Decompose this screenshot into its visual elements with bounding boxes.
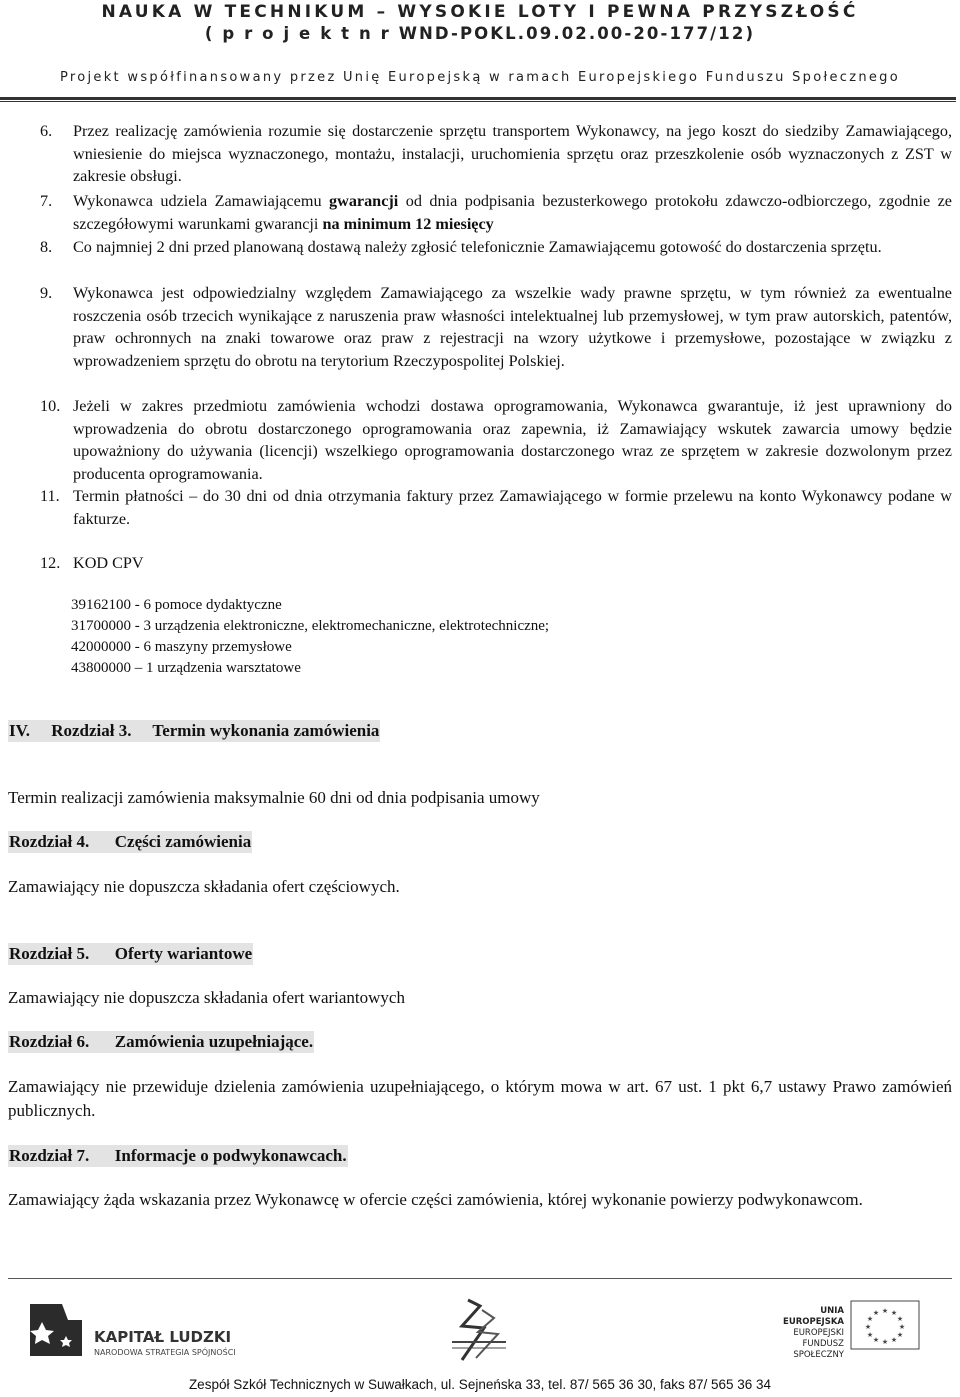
cofinancing-note: Projekt współfinansowany przez Unię Europejską w ramach Europejskiego Funduszu Społecznego bbox=[60, 70, 900, 85]
section-heading-5: Rozdział 5. Oferty wariantowe bbox=[9, 944, 253, 963]
list-item bbox=[40, 190, 952, 235]
project-number: ( p r o j e k t n r WND-POKL.09.02.00-20-177/12) bbox=[204, 24, 756, 43]
section-text-6: Zamawiający nie przewiduje dzielenia zamówienia uzupełniającego, o którym mowa w art. 67 ust. 1 pkt 6,7 ustawy Prawo zamówień publicznych. bbox=[8, 1077, 952, 1120]
svg-text:★: ★ bbox=[866, 1315, 874, 1323]
section-heading-6: Rozdział 6. Zamówienia uzupełniające. bbox=[9, 1032, 314, 1051]
list-item bbox=[40, 236, 952, 259]
cpv-code: 39162100 - 6 pomoce dydaktyczne bbox=[71, 597, 282, 613]
svg-text:★: ★ bbox=[896, 1315, 904, 1323]
item-text: KOD CPV bbox=[73, 554, 144, 572]
list-item bbox=[40, 120, 952, 188]
item-text: Wykonawca jest odpowiedzialny względem Zamawiającego za wszelkie wady prawne sprzętu, w tym również za ewentualne roszczenia osób trzecich wynikające z naruszenia praw własności intelektualnej lub przemysłowej, w tym praw autorskich, patentów, praw ochronnych na znaki towarowe oraz praw z rejestracji na wzory użytkowe i przemysłowe, pozostające w związku z wprowadzeniem sprzętu do obrotu na terytorium Rzeczypospolitej Polskiej. bbox=[73, 284, 952, 370]
school-emblem-logo bbox=[432, 1296, 522, 1366]
item-text: Przez realizację zamówienia rozumie się dostarczenie sprzętu transportem Wykonawcy, na jego koszt do siedziby Zamawiającego, wniesienie do miejsca wyznaczonego, montażu, instalacji, uruchomienia sprzętu oraz przeszkolenie osób wyznaczonych z ZST w zakresie obsługi. bbox=[73, 122, 952, 185]
svg-text:★: ★ bbox=[898, 1323, 906, 1331]
item-number: 7. bbox=[40, 192, 53, 210]
header-rule-thin bbox=[0, 101, 956, 102]
svg-text:★: ★ bbox=[896, 1331, 904, 1339]
svg-text:★: ★ bbox=[872, 1309, 880, 1317]
item-number: 8. bbox=[40, 238, 53, 256]
item-number: 9. bbox=[40, 284, 53, 302]
list-item bbox=[40, 395, 952, 485]
item-number: 10. bbox=[40, 397, 61, 415]
svg-text:★: ★ bbox=[881, 1338, 889, 1346]
svg-text:★: ★ bbox=[890, 1336, 898, 1344]
eu-line-1: UNIA EUROPEJSKA bbox=[783, 1306, 844, 1327]
item-text: Termin płatności – do 30 dni od dnia otrzymania faktury przez Zamawiającego w formie przelewu na konto Wykonawcy podane w fakturze. bbox=[73, 487, 952, 528]
item-text: Wykonawca udziela Zamawiającemu gwarancji od dnia podpisania bezusterkowego protokołu zdawczo-odbiorczego, zgodnie ze szczegółowymi warunkami gwarancji na minimum 12 miesięcy bbox=[73, 192, 952, 233]
kapital-ludzki-emblem-icon bbox=[22, 1300, 92, 1360]
list-item bbox=[40, 485, 952, 530]
kapital-ludzki-name: KAPITAŁ LUDZKI bbox=[94, 1328, 232, 1346]
section-heading-4: Rozdział 4. Części zamówienia bbox=[9, 832, 252, 851]
kapital-ludzki-subtitle: NARODOWA STRATEGIA SPÓJNOŚCI bbox=[94, 1348, 236, 1357]
item-text: Jeżeli w zakres przedmiotu zamówienia wchodzi dostawa oprogramowania, Wykonawca gwarantuje, iż jest uprawniony do wprowadzenia do obrotu dostarczonego oprogramowania oraz zapewnia, iż Zamawiający wskutek zawarcia umowy będzie upoważniony do używania (licencji) wszelkiego oprogramowania dostarczonego wraz ze sprzętem w zakresie dozwolonym przez producenta oprogramowania. bbox=[73, 397, 952, 483]
header-rule-thick bbox=[0, 97, 956, 100]
svg-text:★: ★ bbox=[864, 1323, 872, 1331]
school-lightning-icon bbox=[432, 1296, 522, 1366]
footer-address: Zespół Szkół Technicznych w Suwałkach, ul. Sejneńska 33, tel. 87/ 565 36 30, faks 87/ 565 36 34 bbox=[188, 1377, 772, 1392]
item-text: Co najmniej 2 dni przed planowaną dostawą należy zgłosić telefonicznie Zamawiającemu gotowość do dostarczenia sprzętu. bbox=[73, 238, 882, 256]
svg-text:★: ★ bbox=[890, 1309, 898, 1317]
bold-guarantee: gwarancji bbox=[329, 192, 399, 210]
cpv-code: 42000000 - 6 maszyny przemysłowe bbox=[71, 639, 292, 655]
section-text-7: Zamawiający żąda wskazania przez Wykonawcę w ofercie części zamówienia, której wykonanie powierzy podwykonawcom. bbox=[8, 1190, 863, 1209]
list-item bbox=[40, 282, 952, 372]
eu-flag-icon bbox=[850, 1300, 920, 1350]
item-number: 11. bbox=[40, 487, 60, 505]
svg-text:★: ★ bbox=[872, 1336, 880, 1344]
cpv-code: 31700000 - 3 urządzenia elektroniczne, elektromechaniczne, elektrotechniczne; bbox=[71, 618, 550, 634]
section-heading-3: IV. Rozdział 3. Termin wykonania zamówienia bbox=[9, 721, 380, 740]
section-text-3: Termin realizacji zamówienia maksymalnie 60 dni od dnia podpisania umowy bbox=[8, 788, 540, 807]
footer-rule bbox=[8, 1278, 952, 1279]
section-text-5: Zamawiający nie dopuszcza składania ofert wariantowych bbox=[8, 988, 405, 1007]
eu-logo bbox=[760, 1300, 920, 1360]
section-text-4: Zamawiający nie dopuszcza składania ofert częściowych. bbox=[8, 877, 400, 896]
section-heading-7: Rozdział 7. Informacje o podwykonawcach. bbox=[9, 1146, 347, 1165]
cpv-code: 43800000 – 1 urządzenia warsztatowe bbox=[71, 660, 301, 676]
project-title: NAUKA W TECHNIKUM – WYSOKIE LOTY I PEWNA PRZYSZŁOŚĆ bbox=[101, 2, 859, 22]
eu-line-3: FUNDUSZ SPOŁECZNY bbox=[793, 1339, 844, 1360]
kapital-ludzki-logo bbox=[22, 1300, 236, 1362]
svg-text:★: ★ bbox=[881, 1307, 889, 1315]
list-item bbox=[40, 552, 952, 575]
bold-guarantee-period: na minimum 12 miesięcy bbox=[322, 214, 494, 233]
item-number: 6. bbox=[40, 122, 53, 140]
svg-text:★: ★ bbox=[866, 1331, 874, 1339]
eu-line-2: EUROPEJSKI bbox=[793, 1328, 844, 1338]
item-number: 12. bbox=[40, 554, 61, 572]
